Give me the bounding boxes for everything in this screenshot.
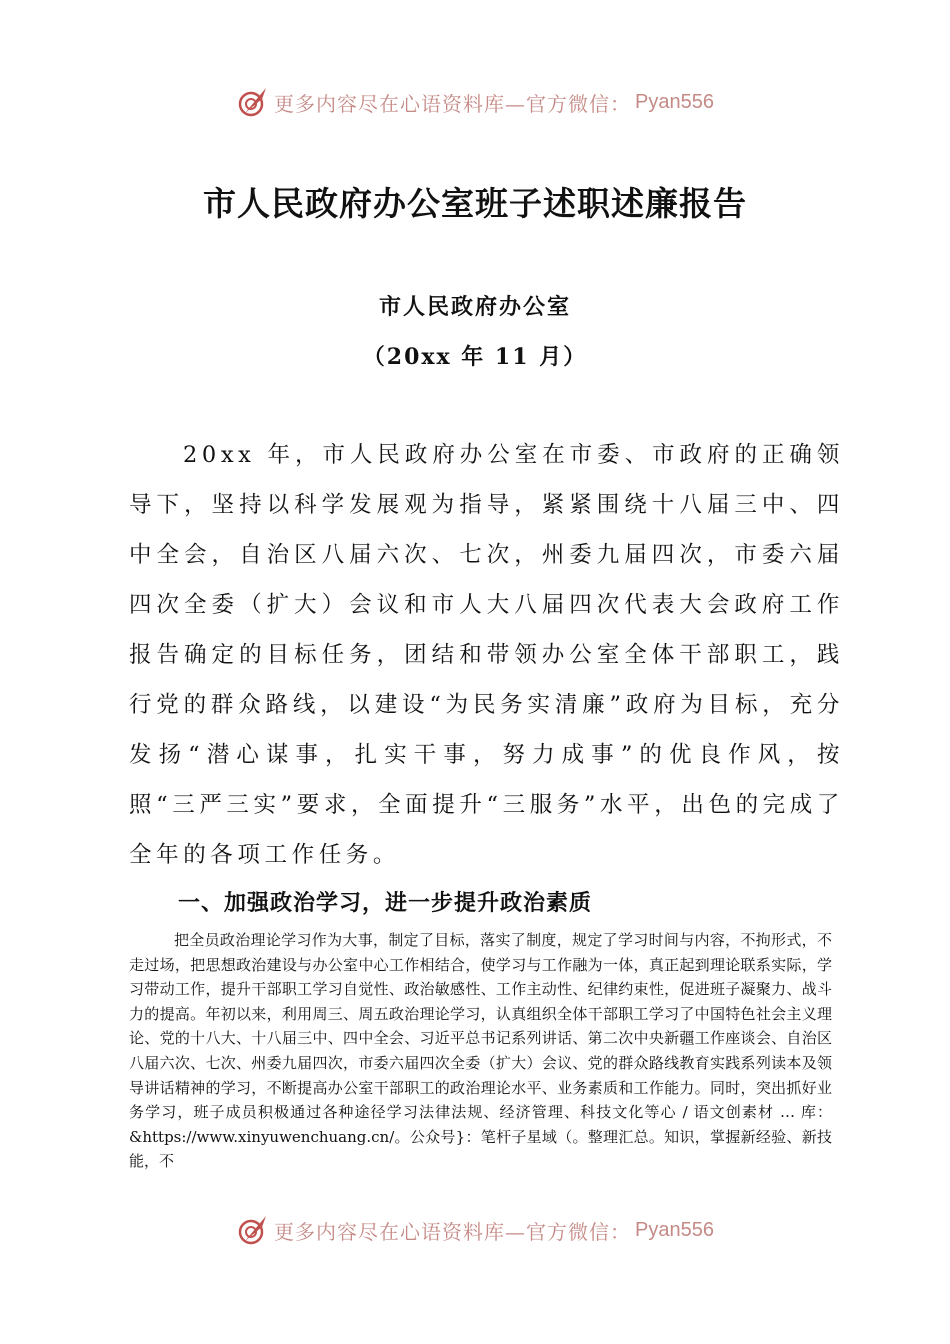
section-heading: 一、加强政治学习，进一步提升政治素质: [178, 891, 593, 916]
watermark-text: 更多内容尽在心语资料库—官方微信：: [274, 1219, 632, 1244]
quill-logo-icon: [236, 85, 270, 119]
section-paragraph: 把全员政治理论学习作为大事，制定了目标，落实了制度，规定了学习时间与内容，不拘形式，不走过场，把思想政治建设与办公室中心工作相结合，使学习与工作融为一体，真正起到理论联系实际，学习带动工作，提升干部职工学习自觉性、政治敏感性、工作主动性、纪律约束性，促进班子凝聚力、战斗力的提高。年初以来，利用周三、周五政治理论学习，认真组织全体干部职工学习了中国特色社会主义理论、党的十八大、十八届三中、四中全会、习近平总书记系列讲话、第二次中央新疆工作座谈会、自治区八届六次、七次、州委九届四次，市委六届四次全委（扩大）会议、党的群众路线教育实践系列读本及领导讲话精神的学习，不断提高办公室干部职工的政治理论水平、业务素质和工作能力。同时，突出抓好业务学习，班子成员积极通过各种途径学习法律法规、经济管理、科技文化等心 / 语文创素材 … 库：&https://www.xinyuwenchuang.cn/。公众号}：笔杆子星域（。整理汇总。知识，掌握新经验、新技能，不: [129, 931, 832, 1171]
watermark-banner-bottom: [0, 1210, 950, 1250]
watermark-banner-top: [0, 82, 950, 122]
watermark-text: 更多内容尽在心语资料库—官方微信：: [274, 91, 632, 116]
document-title: 市人民政府办公室班子述职述廉报告: [203, 184, 747, 223]
document-date: （20xx 年 11 月）: [362, 344, 588, 370]
quill-logo-icon: [236, 1213, 270, 1247]
document-organization: 市人民政府办公室: [378, 294, 571, 320]
section-body: [129, 928, 832, 1174]
watermark-wechat-id: Pyan556: [635, 1218, 714, 1241]
intro-paragraph: 20xx 年，市人民政府办公室在市委、市政府的正确领导下，坚持以科学发展观为指导，紧紧围绕十八届三中、四中全会，自治区八届六次、七次，州委九届四次，市委六届四次全委（扩大）会议和市人大八届四次代表大会政府工作报告确定的目标任务，团结和带领办公室全体干部职工，践行党的群众路线，以建设“为民务实清廉”政府为目标，充分发扬“潜心谋事，扎实干事，努力成事”的优良作风，按照“三严三实”要求，全面提升“三服务”水平，出色的完成了全年的各项工作任务。: [129, 442, 844, 868]
intro-section: [129, 430, 844, 880]
watermark-wechat-id: Pyan556: [635, 90, 714, 113]
